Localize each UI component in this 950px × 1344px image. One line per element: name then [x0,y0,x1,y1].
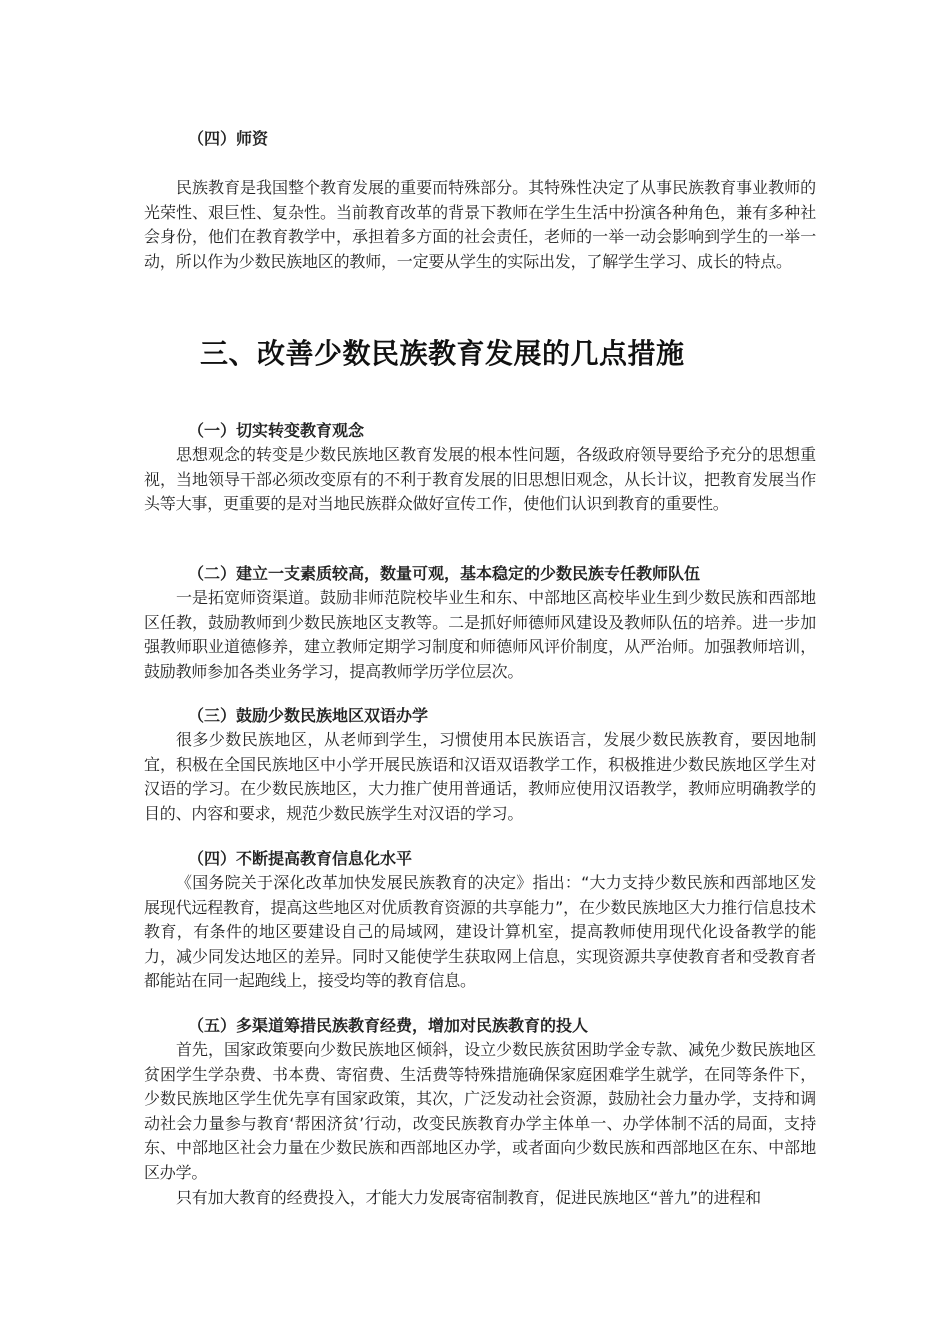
paragraph-1: 思想观念的转变是少数民族地区教育发展的根本性问题，各级政府领导要给予充分的思想重视，当地领导干部必须改变原有的不利于教育发展的旧思想旧观念，从长计议，把教育发展当作头等大事，更重要的是对当地民族群众做好宣传工作，使他们认识到教育的重要性。 [144,445,816,513]
paragraph-5a: 首先，国家政策要向少数民族地区倾斜，设立少数民族贫困助学金专款、减免少数民族地区贫困学生学杂费、书本费、寄宿费、生活费等特殊措施确保家庭困难学生就学，在同等条件下，少数民族地区学生优先享有国家政策，其次，广泛发动社会资源，鼓励社会力量办学，支持和调动社会力量参与教育‘帮困济贫’行动，改变民族教育办学主体单一、办学体制不活的局面，支持东、中部地区社会力量在少数民族和西部地区办学，或者面向少数民族和西部地区在东、中部地区办学。 [144,1040,816,1182]
paragraph-5b: 只有加大教育的经费投入，才能大力发展寄宿制教育，促进民族地区“普九”的进程和 [176,1188,761,1207]
subsection-title-2: （二）建立一支素质较高，数量可观，基本稳定的少数民族专任教师队伍 [188,564,701,583]
paragraph-2: 一是拓宽师资渠道。鼓励非师范院校毕业生和东、中部地区高校毕业生到少数民族和西部地区任教，鼓励教师到少数民族地区支教等。二是抓好师德师风建设及教师队伍的培养。进一步加强教师职业道德修养，建立教师定期学习制度和师德师风评价制度，从严治师。加强教师培训，鼓励教师参加各类业务学习，提高教师学历学位层次。 [144,588,816,681]
subsection-title-4: （四）不断提高教育信息化水平 [188,849,413,868]
subsection-title-5: （五）多渠道筹措民族教育经费，增加对民族教育的投人 [188,1016,589,1035]
paragraph-4: 《国务院关于深化改革加快发展民族教育的决定》指出：“大力支持少数民族和西部地区发展现代远程教育，提高这些地区对优质教育资源的共享能力”，在少数民族地区大力推行信息技术教育，有条件的地区要建设自己的局域网，建设计算机室，提高教师使用现代化设备教学的能力，减少同发达地区的差异。同时又能使学生获取网上信息，实现资源共享使教育者和受教育者都能站在同一起跑线上，接受均等的教育信息。 [144,873,816,990]
subsection-title-1: （一）切实转变教育观念 [188,421,365,440]
section-title-teachers: （四）师资 [188,129,269,148]
chapter-heading: 三、改善少数民族教育发展的几点措施 [200,337,685,370]
subsection-title-3: （三）鼓励少数民族地区双语办学 [188,706,429,725]
paragraph-teachers: 民族教育是我国整个教育发展的重要而特殊部分。其特殊性决定了从事民族教育事业教师的光荣性、艰巨性、复杂性。当前教育改革的背景下教师在学生生活中扮演各种角色，兼有多种社会身份，他们在教育教学中，承担着多方面的社会责任，老师的一举一动会影响到学生的一举一动，所以作为少数民族地区的教师，一定要从学生的实际出发，了解学生学习、成长的特点。 [144,178,816,271]
paragraph-3: 很多少数民族地区，从老师到学生，习惯使用本民族语言，发展少数民族教育，要因地制宜，积极在全国民族地区中小学开展民族语和汉语双语教学工作，积极推进少数民族地区学生对汉语的学习。在少数民族地区，大力推广使用普通话，教师应使用汉语教学，教师应明确教学的目的、内容和要求，规范少数民族学生对汉语的学习。 [144,730,816,823]
